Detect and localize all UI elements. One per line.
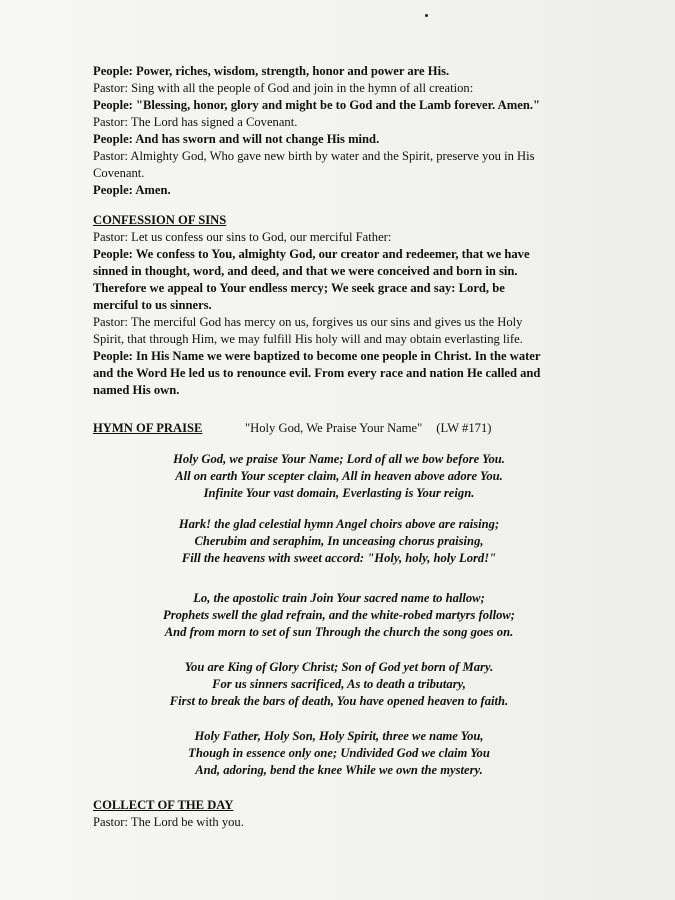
verse-line: You are King of Glory Christ; Son of God yet born of Mary. bbox=[184, 660, 494, 674]
verse-line: Prophets swell the glad refrain, and the white-robed martyrs follow; bbox=[163, 608, 515, 622]
verse-line: Fill the heavens with sweet accord: "Holy, holy, holy Lord!" bbox=[181, 551, 497, 565]
liturgy-text bbox=[93, 63, 593, 831]
liturgy-line: People: In His Name we were baptized to become one people in Christ. In the water bbox=[93, 349, 541, 363]
liturgy-line: Pastor: The merciful God has mercy on us, forgives us our sins and gives us the Holy bbox=[93, 315, 523, 329]
liturgy-line: named His own. bbox=[93, 383, 180, 397]
hymn-verse bbox=[85, 451, 593, 502]
hymn-heading: HYMN OF PRAISE bbox=[93, 421, 203, 435]
liturgy-line: Pastor: Let us confess our sins to God, our merciful Father: bbox=[93, 230, 392, 244]
verse-line: Lo, the apostolic train Join Your sacred name to hallow; bbox=[193, 591, 485, 605]
opening-dialogue bbox=[93, 63, 593, 199]
hymn-verse bbox=[85, 516, 593, 567]
liturgy-line: People: Power, riches, wisdom, strength, honor and power are His. bbox=[93, 64, 450, 78]
ink-dot bbox=[425, 14, 428, 17]
liturgy-line: People: We confess to You, almighty God, our creator and redeemer, that we have bbox=[93, 247, 530, 261]
verse-line: Holy Father, Holy Son, Holy Spirit, three we name You, bbox=[194, 729, 484, 743]
confession-heading: CONFESSION OF SINS bbox=[93, 213, 227, 227]
verse-line: And, adoring, bend the knee While we own the mystery. bbox=[195, 763, 483, 777]
confession-section bbox=[93, 229, 593, 399]
verse-line: All on earth Your scepter claim, All in heaven above adore You. bbox=[175, 469, 503, 483]
liturgy-line: Therefore we appeal to Your endless mercy; We seek grace and say: Lord, be bbox=[93, 281, 505, 295]
hymn-verse bbox=[85, 590, 593, 641]
collect-heading: COLLECT OF THE DAY bbox=[93, 798, 234, 812]
liturgy-line: Pastor: The Lord be with you. bbox=[93, 815, 244, 829]
verse-line: And from morn to set of sun Through the church the song goes on. bbox=[164, 625, 514, 639]
verse-line: Hark! the glad celestial hymn Angel choirs above are raising; bbox=[178, 517, 500, 531]
liturgy-line: and the Word He led us to renounce evil. From every race and nation He called and bbox=[93, 366, 541, 380]
verse-line: Infinite Your vast domain, Everlasting is Your reign. bbox=[203, 486, 475, 500]
verse-line: Holy God, we praise Your Name; Lord of all we bow before You. bbox=[173, 452, 505, 466]
hymn-name: "Holy God, We Praise Your Name" bbox=[245, 421, 423, 435]
verse-line: First to break the bars of death, You have opened heaven to faith. bbox=[169, 694, 509, 708]
verse-line: Cherubim and seraphim, In unceasing chorus praising, bbox=[194, 534, 484, 548]
liturgy-line: Spirit, that through Him, we may fulfill His holy will and may obtain everlasting life. bbox=[93, 332, 523, 346]
liturgy-line: Pastor: Sing with all the people of God and join in the hymn of all creation: bbox=[93, 81, 474, 95]
hymn-verse bbox=[85, 728, 593, 779]
verse-line: For us sinners sacrificed, As to death a tributary, bbox=[212, 677, 466, 691]
liturgy-line: Pastor: The Lord has signed a Covenant. bbox=[93, 115, 298, 129]
verse-line: Though in essence only one; Undivided God we claim You bbox=[188, 746, 490, 760]
liturgy-line: People: And has sworn and will not change His mind. bbox=[93, 132, 380, 146]
liturgy-line: Covenant. bbox=[93, 166, 145, 180]
liturgy-line: People: "Blessing, honor, glory and might be to God and the Lamb forever. Amen." bbox=[93, 98, 540, 112]
hymn-number: (LW #171) bbox=[436, 421, 492, 435]
liturgy-line: merciful to us sinners. bbox=[93, 298, 212, 312]
liturgy-line: Pastor: Almighty God, Who gave new birth by water and the Spirit, preserve you in His bbox=[93, 149, 535, 163]
liturgy-line: People: Amen. bbox=[93, 183, 171, 197]
hymn-header bbox=[93, 420, 593, 437]
liturgy-line: sinned in thought, word, and deed, and that we were conceived and born in sin. bbox=[93, 264, 518, 278]
hymn-verse bbox=[85, 659, 593, 710]
